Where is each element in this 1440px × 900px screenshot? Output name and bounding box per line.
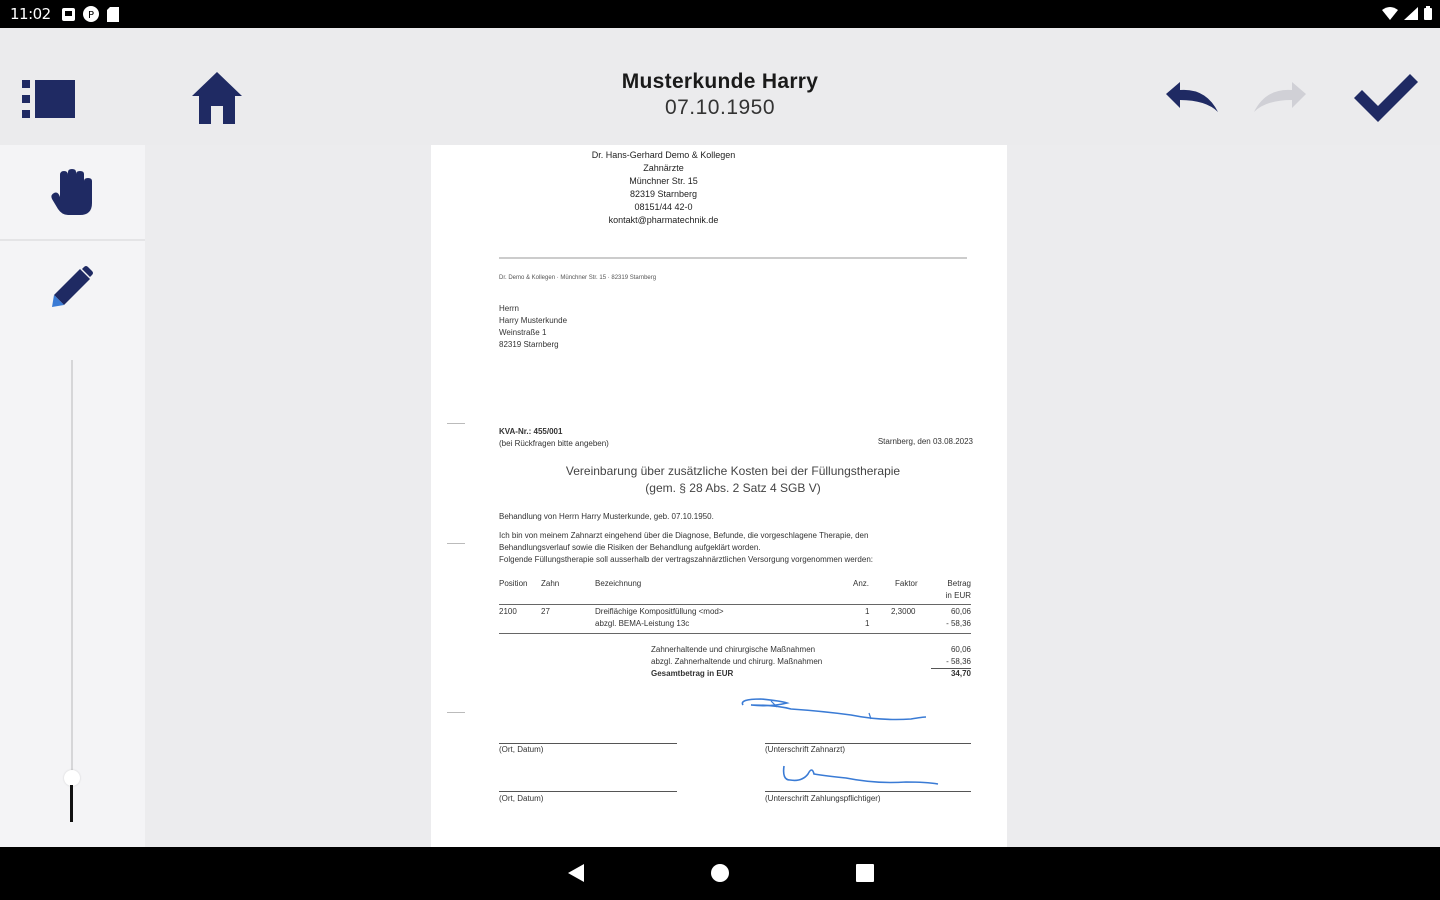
- status-system-icons: [1382, 6, 1432, 20]
- page-title: [0, 70, 1440, 120]
- patient-birthdate: 07.10.1950: [664, 96, 776, 119]
- kva-block: [499, 426, 609, 450]
- doc-title-line: Vereinbarung über zusätzliche Kosten bei der Füllungstherapie: [565, 464, 901, 478]
- recipient-line: 82319 Starnberg: [499, 340, 559, 349]
- recipient-line: Weinstraße 1: [499, 328, 547, 337]
- stroke-width-slider-track[interactable]: [71, 360, 73, 780]
- confirm-button[interactable]: [1352, 72, 1420, 129]
- signature-line: [499, 791, 677, 792]
- signature-label: (Unterschrift Zahlungspflichtiger): [765, 794, 881, 803]
- pencil-icon: [50, 265, 94, 309]
- nav-recents-button[interactable]: [855, 863, 875, 888]
- table-header: in EUR: [945, 591, 971, 600]
- cost-table-body: [499, 607, 971, 631]
- wifi-icon: [1382, 7, 1398, 20]
- sum-label: abzgl. Zahnerhaltende und chirurg. Maßnahmen: [651, 657, 823, 666]
- paragraph-line: Behandlungsverlauf sowie die Risiken der Behandlung aufgeklärt worden.: [499, 543, 761, 552]
- sender-line: Dr. Demo & Kollegen · Münchner Str. 15 · 82319 Starnberg: [499, 275, 657, 281]
- table-header: Anz.: [853, 579, 870, 588]
- sum-row-total: [651, 669, 971, 681]
- kva-note: (bei Rückfragen bitte angeben): [499, 439, 609, 448]
- app-circle-icon: [83, 6, 99, 22]
- table-cell: Dreiflächige Kompositfüllung <mod>: [595, 607, 724, 616]
- table-header: Betrag: [947, 579, 971, 588]
- pen-tool-button[interactable]: [50, 265, 94, 314]
- recipient-address: [499, 303, 567, 351]
- table-header: Faktor: [895, 579, 918, 588]
- table-row: [499, 607, 971, 619]
- doc-title: [499, 463, 967, 497]
- table-cell: 2,3000: [891, 607, 916, 616]
- table-header: Zahn: [541, 579, 560, 588]
- letterhead-separator: [499, 257, 967, 259]
- signature-label: (Unterschrift Zahnarzt): [765, 745, 846, 754]
- fold-mark: [447, 543, 465, 544]
- paragraph-line: Ich bin von meinem Zahnarzt eingehend über die Diagnose, Befunde, die vorgeschlagene Therapie, den: [499, 531, 869, 540]
- sum-row: [651, 657, 971, 669]
- paragraph-line: Folgende Füllungstherapie soll ausserhalb der vertragszahnärztlichen Versorgung vorgenommen werden:: [499, 555, 873, 564]
- home-circle-icon: [710, 863, 730, 883]
- table-rule: [499, 633, 971, 634]
- nav-back-button[interactable]: [566, 863, 586, 888]
- table-cell: 27: [541, 607, 550, 616]
- notification-icon: [62, 8, 75, 21]
- cost-table: [499, 579, 971, 603]
- table-cell: abzgl. BEMA-Leistung 13c: [595, 619, 690, 628]
- fold-mark: [447, 423, 465, 424]
- table-cell: 2100: [499, 607, 517, 616]
- sum-label: Gesamtbetrag in EUR: [651, 669, 734, 678]
- table-cell: - 58,36: [946, 619, 971, 628]
- dentist-signature-stroke: [731, 693, 941, 729]
- sum-row: [651, 645, 971, 657]
- patient-name: Musterkunde Harry: [621, 70, 819, 93]
- document-page[interactable]: [431, 145, 1007, 847]
- table-header: Position: [499, 579, 528, 588]
- table-cell: 1: [865, 619, 870, 628]
- redo-button[interactable]: [1250, 80, 1310, 119]
- stroke-width-slider-thumb[interactable]: [64, 770, 80, 786]
- table-cell: 1: [865, 607, 870, 616]
- document-canvas[interactable]: [145, 145, 1440, 847]
- battery-icon: [1424, 6, 1432, 20]
- sum-label: Zahnerhaltende und chirurgische Maßnahmen: [651, 645, 816, 654]
- hand-tool-button[interactable]: [50, 169, 96, 222]
- status-time: 11:02: [10, 5, 51, 23]
- letterhead-line: kontakt@pharmatechnik.de: [608, 215, 719, 225]
- kva-number: KVA-Nr.: 455/001: [499, 427, 563, 436]
- table-rule: [499, 604, 971, 605]
- system-navigation-bar: [0, 847, 1440, 900]
- letterhead-line: 08151/44 42-0: [634, 202, 693, 212]
- table-header-row: [499, 579, 971, 591]
- letterhead-line: Zahnärzte: [643, 163, 684, 173]
- sum-block: [651, 645, 971, 681]
- sum-value: - 58,36: [946, 657, 971, 666]
- treatment-line: Behandlung von Herrn Harry Musterkunde, geb. 07.10.1950.: [499, 512, 714, 521]
- top-toolbar: [0, 28, 1440, 145]
- undo-icon: [1162, 80, 1222, 114]
- table-cell: 60,06: [950, 607, 971, 616]
- sd-card-icon: [107, 7, 119, 22]
- signature-line: [765, 791, 971, 792]
- payer-signature-stroke: [776, 760, 946, 790]
- recipient-line: Herrn: [499, 304, 520, 313]
- back-triangle-icon: [566, 863, 586, 883]
- letterhead-line: 82319 Starnberg: [629, 189, 698, 199]
- tool-divider: [0, 239, 145, 241]
- stroke-width-preview: [70, 785, 73, 822]
- sum-underline: [931, 668, 971, 669]
- tool-panel: [0, 145, 145, 847]
- signature-line: [499, 743, 677, 744]
- signal-icon: [1404, 7, 1418, 20]
- signature-label: (Ort, Datum): [499, 745, 544, 754]
- letterhead-line: Münchner Str. 15: [629, 176, 698, 186]
- table-header: Bezeichnung: [595, 579, 642, 588]
- sum-value: 34,70: [950, 669, 971, 678]
- table-row: [499, 619, 971, 631]
- checkmark-icon: [1352, 72, 1420, 124]
- status-bar: [0, 0, 1440, 28]
- undo-button[interactable]: [1162, 80, 1222, 119]
- doc-letterhead: [431, 149, 896, 227]
- signature-line: [765, 743, 971, 744]
- consent-paragraph: [499, 530, 969, 566]
- status-notification-icons: [62, 6, 119, 22]
- sum-value: 60,06: [950, 645, 971, 654]
- place-date: Starnberg, den 03.08.2023: [877, 437, 973, 446]
- letterhead-line: Dr. Hans-Gerhard Demo & Kollegen: [591, 150, 736, 160]
- signature-label: (Ort, Datum): [499, 794, 544, 803]
- svg-text:P: P: [88, 10, 95, 21]
- hand-icon: [50, 169, 96, 217]
- fold-mark: [447, 712, 465, 713]
- table-header-row: [499, 591, 971, 603]
- nav-home-button[interactable]: [710, 863, 730, 888]
- redo-icon: [1250, 80, 1310, 114]
- doc-title-line: (gem. § 28 Abs. 2 Satz 4 SGB V): [645, 481, 821, 495]
- recipient-line: Harry Musterkunde: [499, 316, 568, 325]
- recents-square-icon: [855, 863, 875, 883]
